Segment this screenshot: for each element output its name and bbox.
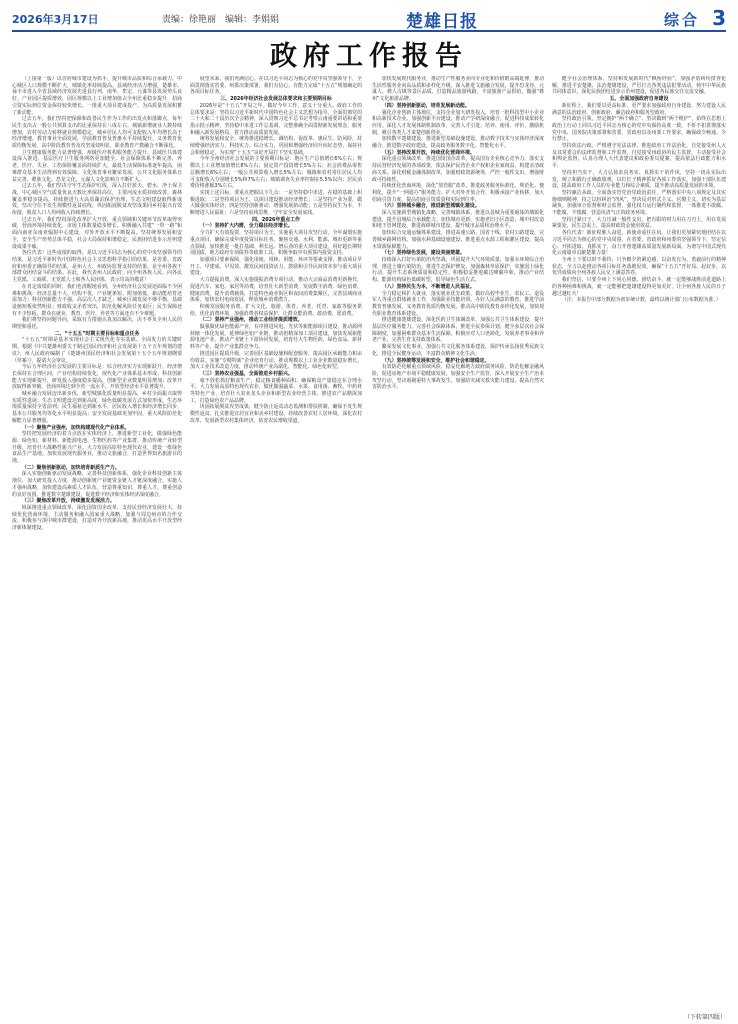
- body-paragraph: 过去五年，我们坚持把保障和改善民生作为工作的出发点和落脚点，每年民生支出占一般公共预算支出的比重保持在八成左右。城镇新增就业人数持续增加，农村劳动力转移就业规模稳定，城乡居民人均可支配收入年均增长高于经济增速。教育事业全面发展，学前教育普及普惠水平持续提升，义务教育优质均衡发展，高中阶段教育普及攻坚成效明显，职业教育产教融合不断深化。: [12, 116, 182, 150]
- body-paragraph: 坚持过紧日子。大力压减一般性支出，把有限的财力用在刀刃上，用在发展紧要处、民生急需上，提高财政资金使用效益。: [552, 216, 726, 230]
- body-paragraph: 深入实施新型城镇化战略，完善城镇体系，推进以县城为重要载体的城镇化建设，提升县城综合承载能力。加快城市更新，实施老旧小区改造、城中村改造和地下管网建设，推进海绵城市建设，提升城市品质和治理水平。: [372, 210, 544, 230]
- body-paragraph: 做强做优绿色能源产业，有序推进风电、光伏等新能源项目建设，推动源网荷储一体化发展。延伸绿色铝产业链，推动铝精深加工项目建设。加快发展新能源电池产业，推动产业链上下游协同发展。培育壮大生物医药、绿色食品、新材料等产业，提升产业集群竞争力。: [190, 324, 362, 351]
- body-paragraph: 各位代表！这些成绩的取得，是以习近平同志为核心的党中央坚强领导的结果，是习近平新时代中国特色社会主义思想科学指引的结果，是省委、省政府和州委正确领导的结果，是州人大、州政协监督支持的结果，是全州各族干部群众团结奋斗的结果。在此，我代表州人民政府，向全州各族人民，向各民主党派、工商联、无党派人士和各人民团体，表示崇高的敬意！: [12, 250, 182, 284]
- body-paragraph: 城乡融合发展迈出新步伐，新型城镇化质量明显提高，乡村全面振兴取得实质性进展；生态文明建设达到新高度，绿色低碳发展方式加快形成，生态环境质量保持全省前列；民生福祉达到新水平，居民收入增长和经济增长同步，基本公共服务均等化水平明显提高；安全发展基础更加牢固，重大风险防范化解能力显著增强。: [12, 391, 182, 424]
- section-heading: （五）坚持改革开放，持续优化营商环境。: [381, 149, 475, 156]
- body-paragraph: “十五五”时期是基本实现社会主义现代化夯实基础、全面发力的关键时期。根据《中共楚雄州委关于制定国民经济和社会发展第十五个五年规划的建议》，州人民政府编制了《楚雄州国民经济和社会发展第十五个五年规划纲要（草案）》，提请大会审议。: [12, 337, 182, 364]
- body-paragraph: 深化重点领域改革，推进国资国企改革，提高国有企业核心竞争力。落实支持民营经济发展的各项政策，依法保护民营企业产权和企业家权益，构建亲清政商关系。深化财税金融体制改革，加强财政资源统筹，严控一般性支出，增强财政可持续性。: [372, 156, 544, 183]
- section-heading: （三）聚焦改革开放，持续激发发展活力。: [21, 498, 115, 505]
- issue-date: 2026年3月17日: [12, 13, 99, 26]
- text-column-3: [372, 76, 544, 1011]
- body-paragraph: 坚持政治引领。坚定拥护“两个确立”、坚决做到“两个维护”，始终在思想上政治上行动上同以习近平同志为核心的党中央保持高度一致，不折不扣贯彻落实党中央、国务院决策部署和省委、省政府以及州委工作要求，确保政令畅通、令行禁止。: [552, 116, 726, 143]
- body-paragraph: 毫不放松抓好粮食生产，稳定粮食播种面积，确保粮食产量稳定在合理水平。大力发展高原特色现代农业，做优做强蔬菜、水果、食用菌、畜牧、中药材等特色产业，培育壮大农业龙头企业和新型农业经营主体，推进农产品精深加工，打造绿色农产品品牌。: [190, 377, 362, 404]
- section-heading: （七）坚持绿色发展，建设美丽楚雄。: [381, 250, 465, 257]
- section-heading: （三）坚持农业强基，全面推进乡村振兴。: [199, 370, 293, 377]
- body-paragraph: 实现上述目标，要重点把握以下几点：一是坚持稳中求进，在稳的基础上积极进取；二是坚持项目为王，以项目建设推动经济增长；三是坚持产业为要，做大做强实体经济；四是坚持创新驱动，增强发展新动能；五是坚持民生为本，不断增进人民福祉；六是坚持底线思维，守牢安全发展底线。: [190, 189, 362, 217]
- text-column-2: [190, 76, 362, 1011]
- body-paragraph: 加快发展现代服务业，推动生产性服务业向专业化和价值链高端延伸，推动生活性服务业向高品质和多样化升级。深入推进文旅融合发展，提升恐龙谷、元谋人、彝人古镇等景区品质，打造精品旅游线路，丰富旅游产品供给，做强“彝州”文化旅游品牌。: [372, 76, 544, 103]
- section-heading: 三、2026年经济社会发展总体要求和主要预期目标: [220, 96, 332, 103]
- body-paragraph: 加强项目要素保障，强化用地、用林、用能、环评等要素支撑，推动项目早开工、早建成、早见效。激发民间投资活力，鼓励和引导民间资本参与重大项目建设。: [190, 256, 362, 277]
- body-paragraph: 坚持担当实干。大力弘扬求真务实、真抓实干的作风，坚持一切从实际出发，树立和践行正确政绩观，以钉钉子精神抓好各项工作落实。加强干部队伍建设，提高政府工作人员的专业能力和综合素质，提升推动高质量发展的本领。: [552, 169, 726, 190]
- section-heading: 四、2026年重点工作: [252, 216, 300, 223]
- body-paragraph: 全州上下要以时不我待、只争朝夕的紧迫感，以奋发有为、勇毅前行的精神状态，全力以赴推动各项目标任务落地见效，确保“十五五”开好局、起好步，以优异成绩向全州各族人民交上满意答卷。: [552, 256, 726, 277]
- body-paragraph: 深入实施创新驱动发展战略，完善科技创新体系，强化企业科技创新主体地位，加大研发投入力度，推动创新链产业链资金链人才链深度融合。实施人才强州战略，加快建设高素质人才队伍，营造尊重知识、尊重人才、尊重创造的良好氛围。推进数字楚雄建设，促进数字经济和实体经济深度融合。: [12, 471, 182, 498]
- section-name: 综合: [663, 11, 700, 29]
- body-paragraph: 卫生健康服务能力显著增强，州级医疗机构服务能力提升，县域医共体建设深入推进，基层医疗卫生服务网络更加健全。社会保障体系不断完善，养老、医疗、失业、工伤保险覆盖面持续扩大，最低生活保障标准逐年提高，困难群众基本生活得到有效保障。文化体育事业繁荣发展，公共文化服务体系日益完善，彝族文化、恐龙文化、元谋人文化影响力不断扩大。: [12, 149, 182, 183]
- body-paragraph: 各位代表！新征程催人奋进，新使命重任在肩。让我们更加紧密地团结在以习近平同志为核心的党中央周围，在省委、省政府和州委的坚强领导下，坚定信心、开拓进取、真抓实干，奋力开创楚雄高质量发展新局面，为谱写中国式现代化云南篇章贡献楚雄力量！: [552, 230, 726, 257]
- body-paragraph: 2026年是“十五五”开局之年，做好今年工作，意义十分重大。政府工作的总体要求是：坚持以习近平新时代中国特色社会主义思想为指导，全面贯彻党的二十大和二十届历次全会精神，深入贯彻习近平总书记考察云南重要讲话和重要指示批示精神，坚持稳中求进工作总基调，完整准确全面贯彻新发展理念，服务和融入新发展格局，着力推动高质量发展。: [190, 102, 362, 136]
- body-paragraph: 全力稳定和扩大就业，落实就业优先政策，做好高校毕业生、农民工、退役军人等重点群体就业工作，加强职业技能培训。办好人民满意的教育，推进学前教育普惠发展、义务教育优质均衡发展，推动高中阶段教育多样化发展，加快现代职业教育体系建设。: [372, 290, 544, 317]
- body-paragraph: 坚持依法行政。严格遵守宪法法律，推进政府工作法治化，自觉接受州人大及其常委会的法律监督和工作监督，自觉接受州政协的民主监督，主动接受社会和舆论监督，认真办理人大代表建议和政协委员提案，提高依法行政能力和水平。: [552, 143, 726, 170]
- body-paragraph: 全力扩大有效投资。坚持项目为王，实施重大项目攻坚行动，全年谋划实施重点项目，确保完成年度投资目标任务。聚焦交通、水利、能源、城市更新等重点领域，加快推进一批打基础、利长远、增后劲的重大项目建设。用好超长期特别国债、地方政府专项债券等政策工具，积极争取中央预算内投资支持。: [190, 230, 362, 257]
- body-paragraph: （上接第一版）以首府城市建设为抓手，提升城市品质和综合承载力，中心城区人口规模不断扩大，城镇化率持续提高。县域经济活力增强，楚雄市、禄丰市进入全省县域经济发展先进县行列，南华、牟定、元谋等县发展势头良好。产业园区提质增效，园区规模以上工业增加值占全州比重稳步提升，招商引资实际到位资金保持较快增长，一批重大项目建成投产，为高质量发展积蓄了新动能。: [12, 76, 182, 116]
- body-paragraph: 巩固拓展脱贫攻坚成果，健全防止返贫动态监测和帮扶机制，确保不发生规模性返贫。扎实推进宜居宜业和美乡村建设，持续改善农村人居环境。深化农村改革，发展新型农村集体经济，拓宽农民增收渠道。: [190, 404, 362, 424]
- body-paragraph: 健全社会治理体系，坚持和发展新时代“枫桥经验”，加强矛盾纠纷排查化解，推进平安楚雄、法治楚雄建设，严厉打击各类违法犯罪活动。铸牢中华民族共同体意识，深化民族团结进步示范州建设，促进各民族交往交流交融。: [552, 76, 726, 96]
- body-paragraph: 我们坚信，只要全州上下同心同德、团结奋斗，就一定能够战胜前进道路上的各种困难和挑战，就一定能够把楚雄建设得更加美好，让全州各族人民的日子越过越红火！: [552, 277, 726, 297]
- body-paragraph: 积极发展服务消费，扩大文化、旅游、体育、养老、托育、家政等服务供给，优化消费环境，加强消费者权益保护，让群众能消费、敢消费、愿消费。: [190, 303, 362, 317]
- body-paragraph: 加快综合交通运输体系建设，推进高速公路、国省干线、农村公路建设，完善城乡路网结构。加强水利基础设施建设，推进重点水源工程和灌区建设，提高水资源保障能力。: [372, 230, 544, 250]
- body-paragraph: 推进健康楚雄建设，深化医药卫生体制改革，加强公共卫生体系建设，提升基层医疗服务能力。完善社会保障体系，推进全民参保计划，健全多层次社会保障制度，加强困难群众基本生活保障。积极应对人口老龄化，发展养老事业和养老产业，完善生育支持政策体系。: [372, 317, 544, 344]
- body-paragraph: 有效防范化解重点领域风险，稳妥化解地方政府债务风险，防范化解金融风险，促进房地产市场平稳健康发展。加强安全生产监管，深入开展安全生产治本攻坚行动，坚决遏制重特大事故发生。加强防灾减灾救灾能力建设，提高自然灾害防治水平。: [372, 364, 544, 391]
- continued-note: （下转第四版）: [683, 1014, 726, 1021]
- body-paragraph: 今年全州经济社会发展的主要预期目标是：地区生产总值增长6%左右；规模以上工业增加值增长8%左右；固定资产投资增长5%左右；社会消费品零售总额增长6%左右；一般公共预算收入增长5%左右；城镇和农村常住居民人均可支配收入分别增长5%和7%左右；城镇调查失业率控制在5.5%以内；居民消费价格涨幅3%左右。: [190, 156, 362, 190]
- body-paragraph: 今后五年经济社会发展的主要目标是：综合经济实力实现新跃升，经济增长保持在合理区间，产业结构持续优化，现代化产业体系基本形成；科技创新能力实现新提升，研发投入强度稳步提高，创新型企业数量明显增加；改革开放取得新突破，营商环境达到全省一流水平，开放型经济水平显著提升。: [12, 364, 182, 391]
- body-paragraph: 坚持廉洁从政。全面落实管党治党政治责任，严格落实中央八项规定及其实施细则精神，持之以恒纠治“四风”，坚决反对形式主义、官僚主义，切实为基层减负。加强审计监督和财会监督，强化权力运行制约和监督，一体推进不敢腐、不能腐、不想腐，营造风清气正的政务环境。: [552, 189, 726, 217]
- body-paragraph: 新征程上，我们要以更高标准、更严要求加强政府自身建设，努力建设人民满意的法治政府、创新政府、廉洁政府和服务型政府。: [552, 102, 726, 116]
- body-paragraph: 坚持把发展经济的着力点放在实体经济上，推进新型工业化，做强绿色能源、绿色铝、新材料、新能源电池、生物医药等产业集群，推动传统产业转型升级，培育壮大战略性新兴产业。大力发展高原特色现代农业，建设一批绿色食品生产基地。加快发展现代服务业，推动文旅融合，打造世界知名旅游目的地。: [12, 431, 182, 465]
- body-paragraph: 繁荣发展文化事业，加强公共文化服务体系建设，保护传承弘扬优秀民族文化，推进全民健身运动，丰富群众精神文化生活。: [372, 344, 544, 357]
- section-heading: （九）坚持统筹发展和安全，维护社会和谐稳定。: [381, 357, 490, 364]
- masthead: [12, 6, 726, 32]
- body-paragraph: 在肯定成绩的同时，我们也清醒地看到，全州经济社会发展还面临不少困难和挑战：经济总量不大、结构不优，产业链条短、附加值低，新动能培育还需加力；科技创新能力不强，高层次人才缺乏；城乡区域发展不够平衡，基础设施短板依然明显；财政收支矛盾突出，防范化解风险任务艰巨；民生保障还有不少短板，群众在就业、教育、医疗、养老等方面还有不少难题。: [12, 283, 182, 317]
- section-heading: （一）聚焦产业强州，加快构建现代化产业体系。: [21, 424, 130, 431]
- section-heading: （二）聚焦创新驱动，加快培育新质生产力。: [21, 464, 120, 471]
- body-paragraph: 持续深入打好污染防治攻坚战，巩固提升大气环境质量，加强水环境综合治理，推进土壤污染防治。推进生态保护修复，加强森林草原保护，实施国土绿化行动，提升生态系统质量和稳定性。积极稳妥推进碳达峰碳中和，推动产业结构、能源结构绿色低碳转型，倡导绿色生活方式。: [372, 256, 544, 284]
- body-paragraph: 纵深推进重点领域改革，深化国资国企改革，支持民营经济发展壮大，持续优化营商环境。主动服务和融入国家重大战略，加强与周边州市的合作交流，积极参与滇中城市群建设，打造对外开放新高地，推动更高水平开放型经济新体制建设。: [12, 505, 182, 532]
- body-paragraph: 展望未来，我们充满信心。在以习近平同志为核心的党中央坚强领导下，全面贯彻落实省委、州委决策部署，我们有信心、有能力完成“十五五”规划确定的各项目标任务。: [190, 76, 362, 96]
- section-heading: （一）坚持扩大内需，全力稳住经济增长。: [199, 223, 293, 230]
- body-paragraph: 强化企业创新主体地位，支持企业加大研发投入，培育一批科技型中小企业和高新技术企业。加强创新平台建设，推动产学研深度融合，促进科技成果转化应用。深化人才发展体制机制改革，完善人才引进、培养、使用、评价、激励机制，吸引各类人才来楚创新创业。: [372, 109, 544, 136]
- body-paragraph: 加快数字楚雄建设，推进新型基础设施建设，推动数字技术与实体经济深度融合，推进数字政府建设，提高政务服务数字化、智能化水平。: [372, 136, 544, 150]
- body-paragraph: （注：本报告中部分数据为初步统计数，最终以统计部门公布数据为准。）: [561, 297, 721, 304]
- body-paragraph: 推进园区提质升级，完善园区基础设施和配套服务，提高园区承载能力和亩均效益。实施“专精特新”企业培育行动，推动规模以上工业企业数量稳步增长。加大工业技术改造力度，推动传统产业高端化、智能化、绿色化转型。: [190, 350, 362, 371]
- newspaper-name: 楚雄日报: [406, 12, 478, 32]
- body-paragraph: 过去五年，我们坚持深化改革扩大开放，重点领域和关键环节改革取得突破，营商环境持续优化，市场主体数量稳步增长。积极融入共建“一带一路”和面向南亚东南亚辐射中心建设，对外开放水平不断提高。坚持统筹发展和安全，安全生产形势总体平稳，社会大局保持和谐稳定，民族团结进步示范州建设成果丰硕。: [12, 216, 182, 250]
- section-heading: （六）坚持城乡融合，推进新型城镇化建设。: [381, 203, 480, 210]
- section-heading: （八）坚持民生为本，不断增进人民福祉。: [381, 283, 475, 290]
- text-column-1: [12, 76, 182, 1011]
- body-paragraph: 我们将坚持问题导向，采取有力措施认真加以解决，决不辜负全州人民的期望和重托。: [12, 317, 182, 331]
- body-paragraph: 大力提振消费。深入实施提振消费专项行动，推动大宗商品消费更新换代，促进汽车、家电、家居等消费，培育壮大新型消费，发展数字消费、绿色消费、健康消费。提升消费载体，打造特色商业街区和夜间消费集聚区，完善县域商业体系，加快农村电商发展，释放城乡消费潜力。: [190, 277, 362, 304]
- editor-credits: 责编：徐艳丽 编辑：李娟娟: [162, 15, 280, 25]
- page-number: 3: [712, 6, 726, 30]
- body-paragraph: 持续优化营商环境，深化“放管服”改革，推进政务服务标准化、规范化、便利化，提升“一网通办”服务能力。扩大对外开放合作，积极承接产业转移，加大招商引资力度，提高招商引资质量和实际到位率。: [372, 183, 544, 203]
- body-paragraph: 统筹发展和安全，统筹推进稳增长、调结构、促改革、惠民生、防风险，持续增强经济实力、科技实力、综合实力，巩固和增强经济回升向好态势，保持社会和谐稳定，为实现“十五五”良好开局打下坚实基础。: [190, 136, 362, 156]
- section-heading: （二）坚持产业强州，推动工业经济提质增效。: [199, 317, 303, 324]
- section-heading: （四）坚持创新驱动，培育发展新动能。: [381, 102, 470, 109]
- section-heading: 二、“十五五”时期主要目标和重点任务: [54, 330, 140, 337]
- body-paragraph: 过去五年，我们坚决守牢生态保护红线，深入打好蓝天、碧水、净土保卫战，中心城区空气质量优良天数比率保持高位，主要河流水质持续改善，森林覆盖率稳步提高。持续推进九大高原湖泊保护治理，生态文明建设取得新成效。坚决守住不发生规模性返贫底线，巩固拓展脱贫攻坚成果同乡村振兴有效衔接，脱贫人口人均纯收入持续增长。: [12, 183, 182, 217]
- text-column-4: [552, 76, 726, 1011]
- article-headline: 政府工作报告: [270, 41, 468, 72]
- section-heading: 五、全面加强政府自身建设: [609, 96, 669, 103]
